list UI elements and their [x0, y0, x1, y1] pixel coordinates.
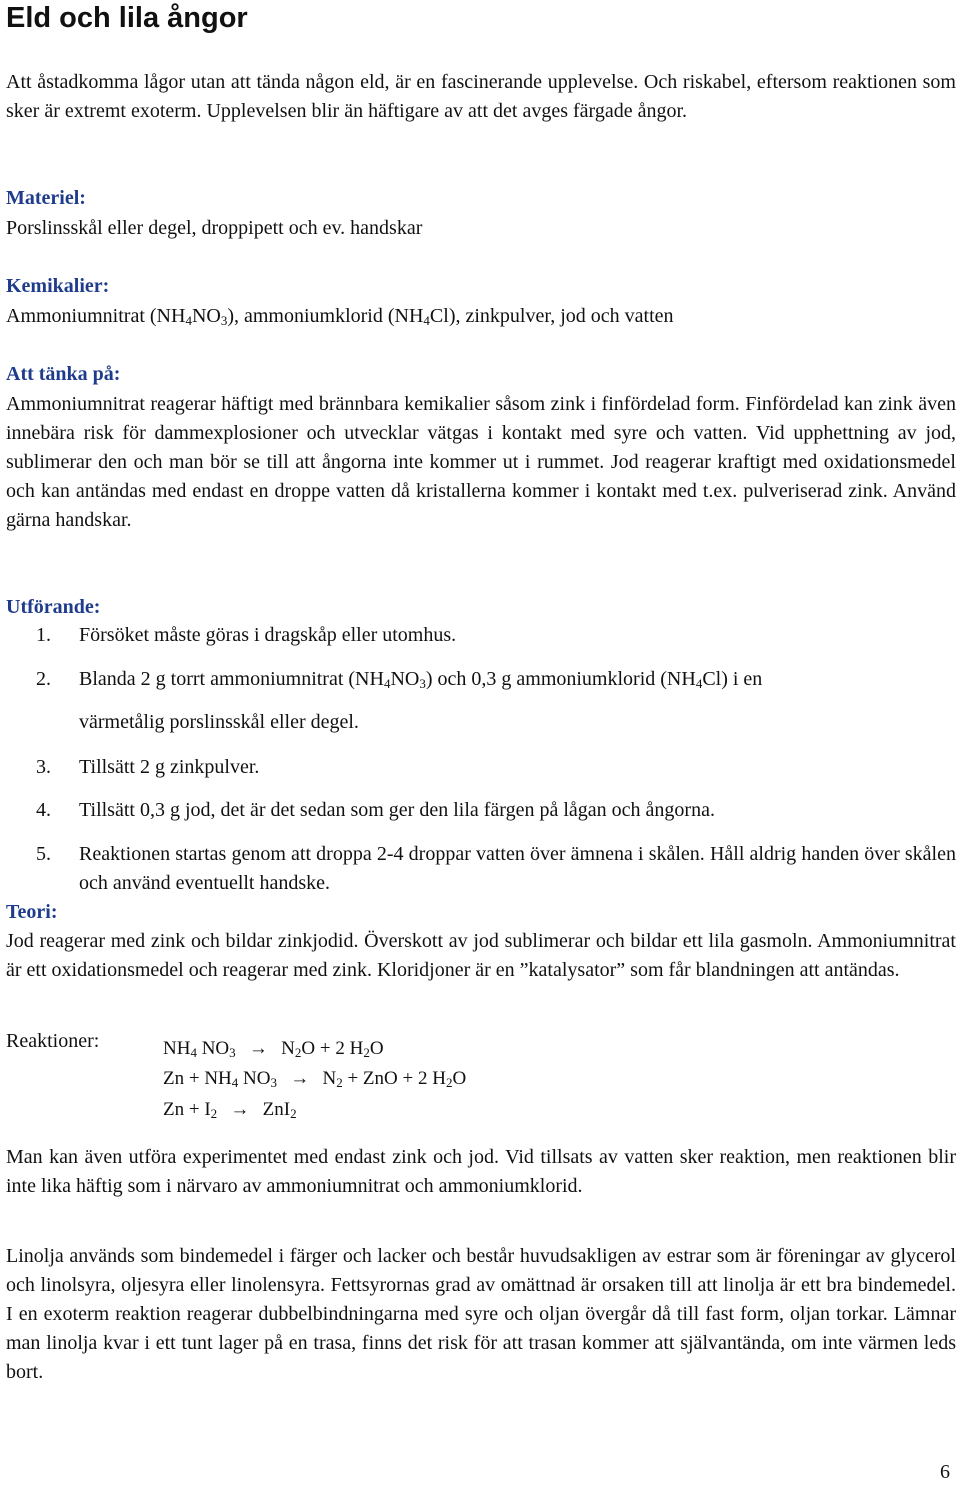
extra-paragraph: Man kan även utföra experimentet med endast zink och jod. Vid tillsats av vatten sker reaktion, men reaktionen blir inte lika häftig som i närvaro av ammoniumnitrat och ammoniumklorid. — [6, 1146, 956, 1197]
kemikalier-heading: Kemikalier: — [6, 275, 110, 297]
kemikalier-text: Ammoniumnitrat $(NH_4NO_3)$, ammoniumklorid $(NH_4Cl)$, zinkpulver, jod och vatten — [6, 305, 674, 328]
materiel-text: Porslinsskål eller degel, droppipett och ev. handskar — [6, 217, 423, 239]
materiel-heading: Materiel: — [6, 187, 86, 209]
reaktioner-label: Reaktioner: — [6, 1030, 100, 1052]
linolja-paragraph: Linolja används som bindemedel i färger och lacker och består huvudsakligen av estrar som är föreningar av glycerol och linolsyra, oljesyra eller linolensyra. Fettsyrornas grad av omättnad är orsaken till att linolja är ett bra bindemedel. I en exoterm reaktion reagerar dubbelbindningarna med syre och oljan övergår då till fast form, oljan torkar. Lämnar man linolja kvar i ett tunt lager på en trasa, finns det risk för att trasan kommer att självantända, om inte värmen leds bort. — [6, 1245, 956, 1383]
page-title: Eld och lila ångor — [6, 2, 248, 34]
teori-heading: Teori: — [6, 901, 58, 923]
intro-paragraph: Att åstadkomma lågor utan att tända någon eld, är en fascinerande upplevelse. Och riskabel, eftersom reaktionen som sker är extremt exoterm. Upplevelsen blir än häftigare av att det avges färgade ångor. — [6, 71, 956, 122]
reaction-arrow-icon: → — [290, 1068, 310, 1089]
reaction-equation-2: $Zn + NH_4$ $NO_3 \to N_2$ + ZnO + 2 $H_2O$ — [163, 1064, 466, 1093]
reaction-arrow-icon: → — [230, 1099, 250, 1120]
reaction-arrow-icon: → — [248, 1038, 268, 1059]
att-tanka-heading: Att tänka på: — [6, 363, 121, 385]
reaction-equation-3: $Zn + I_2 \to ZnI_2$ — [163, 1095, 297, 1124]
reaction-equation-1: $NH_4$ $NO_3 \to N_2O + 2$ $H_2O$ — [163, 1034, 384, 1063]
teori-text: Jod reagerar med zink och bildar zinkjodid. Överskott av jod sublimerar och bildar ett lila gasmoln. Ammoniumnitrat är ett oxidationsmedel och reagerar med zink. Kloridjoner är en ”katalysator” som får blandningen att antändas. — [6, 930, 956, 981]
att-tanka-text: Ammoniumnitrat reagerar häftigt med brännbara kemikalier såsom zink i finfördelad form. Finfördelad kan zink även innebära risk för dammexplosioner och utvecklar vätgas i kontakt med syre och vatten. Vid upphettning av jod, sublimerar den och man bör se till att ångorna inte kommer ut i rummet. Jod reagerar kraftigt med oxidationsmedel och kan antändas med endast en droppe vatten då kristallerna kommer i kontakt med t.ex. pulveriserad zink. Använd gärna handskar. — [6, 393, 956, 531]
utforande-heading: Utförande: — [6, 596, 101, 618]
page-number: 6 — [940, 1461, 950, 1483]
